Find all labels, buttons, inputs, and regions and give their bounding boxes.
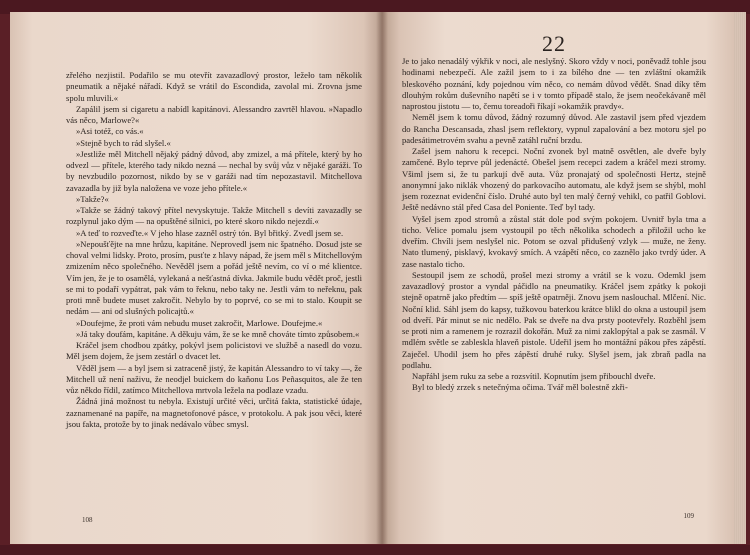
paragraph: Sestoupil jsem ze schodů, prošel mezi stromy a vrátil se k vozu. Odemkl jsem zavazadlový prostor a vyndal páčidlo na pneumatiky. Kráčel jsem zpátky k pokoji stejně opatrně jako předtím — spíš ještě opatrněji. Znovu jsem naslouchal. Mlčení. Nic. Noční klid. Sáhl jsem do kapsy, tužkovou baterkou krátce blikl do okna a ustoupil jsem od dveří. Pár minut se nic nedělo. Pak se dveře na dva prsty pootevřely. Rozběhl jsem se proti nim a ramenem je rozrazil dokořán. Muž za nimi zaklopýtal a pak se zasmál. V mdlém světle se zableskla hlaveň pistole. Udeřil jsem ho montážní pákou přes zápěstí. Zaječel. Uhodil jsem ho přes zápěstí druhé ruky. Slyšel jsem, jak zbraň padla na podlahu. xyxy=(402,269,706,370)
right-page xyxy=(382,12,734,544)
paragraph: »Asi totéž, co vás.« xyxy=(76,126,144,137)
book-cover-bottom xyxy=(0,545,750,555)
paragraph: Věděl jsem — a byl jsem si zatraceně jistý, že kapitán Alessandro to ví taky —, že Mitchell už není naživu, že neodjel buickem do kaňonu Los Peñasquitos, ale že ten vůz někdo řídil, zatímco Mitchellova mrtvola ležela na podlaze vzadu. xyxy=(66,362,362,395)
paragraph: Je to jako nenadálý výkřik v noci, ale neslyšný. Skoro vždy v noci, poněvadž tohle jsou hodinami nebezpečí. Ale zažil jsem to i za bílého dne — ten zvláštní okamžik bleskového poznání, kdy pojednou vím něco, co nemám důvod vědět. Snad díky těm dlouhým rokům duševního napětí se i v tomto případě stalo, že jsem neočekávaně měl naprostou jistotu — to, čemu toreadoři říkají »okamžik pravdy«. xyxy=(402,56,706,111)
paragraph: »A teď to rozveďte.« V jeho hlase zazněl ostrý tón. Byl břitký. Zvedl jsem se. xyxy=(76,227,344,238)
left-page-number: 108 xyxy=(82,516,93,524)
paragraph: »Takže se žádný takový přítel nevyskytuje. Takže Mitchell s devíti zavazadly se rozplynul jako dým — na opuštěné silnici, po které skoro nikdo nejezdí.« xyxy=(66,205,362,227)
paragraph: zřelého nezjistil. Podařilo se mu otevřít zavazadlový prostor, ležeło tam několik pneumatik a nějaké nářadí. Když se vrátil do Escondida, zavolal mi. Zrovna jsme spolu mluvili.« xyxy=(66,70,362,103)
paragraph: »Doufejme, že proti vám nebudu muset zakročit, Marlowe. Doufejme.« xyxy=(76,317,323,328)
paragraph: »Stejně bych to rád slyšel.« xyxy=(76,137,171,148)
paragraph: »Já taky doufám, kapitáne. A děkuju vám, že se ke mně chováte tímto způsobem.« xyxy=(76,328,360,339)
chapter-number: 22 xyxy=(542,31,566,56)
left-page xyxy=(10,12,382,544)
paragraph: Kráčel jsem chodbou zpátky, pokývl jsem policistovi ve službě a nasedl do vozu. Měl jsem dojem, že jsem zestárl o dvacet let. xyxy=(66,340,362,362)
right-page-number: 109 xyxy=(683,512,694,520)
left-page-text xyxy=(66,70,362,430)
page-edges xyxy=(734,12,746,544)
paragraph: »Nepoušťějte na mne hrůzu, kapitáne. Neprovedl jsem nic špatného. Dosud jste se choval velmi lidsky. Proto, prosím, pusťte z hlavy nápad, že jsem měl s Mitchellovým zmizením něco společného. Nevěděl jsem a pořád ještě nevím, co ví o mé klientce. Vím jen, že je to osamělá, vylekaná a nešťastná dívka. Jakmile budu vědět proč, jestli se mi to podaří vypátrat, pak vám to řeknu, nebo taky ne. Jestli vám to neřeknu, pak proti mně budete muset zakročit. Nebylo by to poprvé, co se mi to stalo. Koupit se nedám — ani od slušných policajtů.« xyxy=(66,238,362,317)
book-gutter xyxy=(376,12,388,544)
paragraph: Neměl jsem k tomu důvod, žádný rozumný důvod. Ale zastavil jsem před vjezdem do Rancha Descansada, zhasl jsem reflektory, vypnul zapalování a bez motoru sjel po padesátimetrovém svahu a pevně zatáhl ruční brzdu. xyxy=(402,112,706,145)
paragraph: Zašel jsem nahoru k recepci. Noční zvonek byl matně osvětlen, ale dveře byly zamčené. Bylo teprve půl jedenácté. Obešel jsem recepci zadem a kráčel mezi stromy. Všiml jsem si, že tu parkují dvě auta. Vůz pronajatý od společnosti Hertz, stejně anonymní jako niklák vhozený do parkovacího automatu, ale když jsem se shýbl, mohl jsem rozeznat evidenční číslo. Druhé auto byl ten malý černý vehikl, co patřil Goblovi. Ještě nedávno stál před Casa del Poniente. Teď byl tady. xyxy=(402,146,706,213)
right-page-text xyxy=(402,56,706,394)
paragraph: Byl to bledý zrzek s netečnýma očima. Tvář měl bolestně zkři- xyxy=(412,382,628,393)
paragraph: Žádná jiná možnost tu nebyla. Existují určité věci, určitá fakta, statistické údaje, zaznamenané na papíře, na magnetofonové pásce, v protokolu. A pak jsou věci, které jsou fakta, protože by to jinak nedávalo vůbec smysl. xyxy=(66,396,362,429)
paragraph: Zapálil jsem si cigaretu a nabídl kapitánovi. Alessandro zavrtěl hlavou. »Napadlo vás něco, Marlowe?« xyxy=(66,103,362,125)
paragraph: Napřáhl jsem ruku za sebe a rozsvítil. Kopnutím jsem přibouchl dveře. xyxy=(412,371,656,381)
paragraph: Vyšel jsem zpod stromů a zůstal stát dole pod svým pokojem. Uvnitř byla tma a ticho. Velice pomalu jsem vystoupil po těch několika schodech a přiložil ucho ke dveřím. Chvíli jsem neslyšel nic. Potom se ozval přidušený vzlyk — muže, ne ženy. Nato tlumený, pisklavý, kvokavý smích. A vzápětí něco, co zaznělo jako tvrdý úder. A zase nastalo ticho. xyxy=(402,213,706,269)
paragraph: »Jestliže měl Mitchell nějaký pádný důvod, aby zmizel, a má přítele, který by ho odvezl — přítele, kterého tady nikdo nezná — nechal by svůj vůz v nějaké garáži. To by nevzbudilo pozornost, nikdo by se v garáži nad tím nepozastavil. Mitchellova zavazadla by již byla naložena ve voze jeho přítele.« xyxy=(66,148,362,193)
paragraph: »Takže?« xyxy=(76,193,109,204)
